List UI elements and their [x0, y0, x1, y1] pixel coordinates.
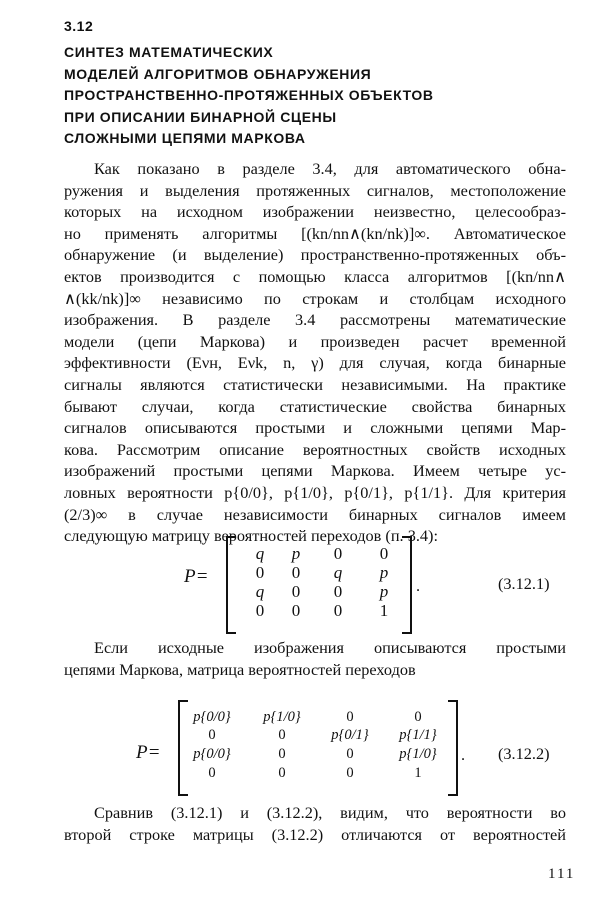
matrix-cell: 0	[255, 563, 265, 582]
matrix-cell: 0	[333, 601, 343, 620]
equation-number: (3.12.1)	[498, 574, 550, 593]
matrix-cell: p{0/1}	[331, 727, 369, 743]
text-line: ∧(kk/nk)]∞ независимо по строкам и столбцам исходного	[64, 288, 566, 308]
text-line: изображения. В разделе 3.4 рассмотрены математические	[64, 310, 566, 330]
text-line: (2/3)∞ в случае независимости бинарных сигналов имеем	[64, 504, 566, 524]
page-number: 111	[548, 866, 576, 882]
paragraph-comparison	[64, 802, 566, 845]
matrix-cell: p{0/0}	[193, 746, 231, 762]
text-line: цепями Маркова, матрица вероятностей переходов	[64, 659, 416, 679]
matrix-cell: 0	[278, 746, 286, 762]
matrix-cell: 0	[346, 746, 354, 762]
text-line: модели (цепи Маркова) и произведен расчет временной	[64, 331, 566, 351]
matrix-cell: 0	[208, 765, 216, 781]
matrix-right-bracket	[448, 700, 458, 796]
section-title-line: СЛОЖНЫМИ ЦЕПЯМИ МАРКОВА	[64, 130, 306, 146]
matrix-cell: p	[379, 563, 389, 582]
text-line: ловных вероятности p{0/0}, p{1/0}, p{0/1}, p{1/1}. Для критерия	[64, 482, 566, 502]
text-line: бывают случаи, когда статистические свойства бинарных	[64, 396, 566, 416]
matrix-cell: 0	[379, 544, 389, 563]
matrix-cell: p{1/0}	[399, 746, 437, 762]
section-title-line: ПРОСТРАНСТВЕННО-ПРОТЯЖЕННЫХ ОБЪЕКТОВ	[64, 87, 434, 103]
matrix-cell: 0	[414, 709, 422, 725]
matrix-left-bracket	[226, 536, 236, 634]
paragraph-intro	[64, 158, 566, 547]
equation-lhs: P=	[184, 566, 209, 587]
text-line: ектов производится с помощью класса алгоритмов [(kn/nn∧	[64, 266, 566, 286]
text-line: но применять алгоритмы [(kn/nn∧(kn/nk)]∞. Автоматическое	[64, 223, 566, 243]
section-title-line: СИНТЕЗ МАТЕМАТИЧЕСКИХ	[64, 44, 274, 60]
matrix-cell: p	[291, 544, 301, 563]
matrix-cell: p{0/0}	[193, 709, 231, 725]
text-line: сигналов описываются простыми и сложными цепями Мар-	[64, 418, 566, 438]
equation-lhs: P=	[136, 742, 161, 763]
matrix-right-bracket	[402, 536, 412, 634]
matrix-cell: 0	[333, 544, 343, 563]
text-line: Как показано в разделе 3.4, для автоматического обна-	[94, 159, 566, 178]
matrix-cell: 0	[333, 582, 343, 601]
matrix-cell: q	[333, 563, 343, 582]
section-title-line: ПРИ ОПИСАНИИ БИНАРНОЙ СЦЕНЫ	[64, 108, 337, 125]
text-line: сигналы являются статистически независимыми. На практике	[64, 374, 566, 394]
matrix-cell: q	[255, 544, 265, 563]
matrix-cell: 0	[278, 765, 286, 781]
section-title-line: МОДЕЛЕЙ АЛГОРИТМОВ ОБНАРУЖЕНИЯ	[64, 65, 372, 82]
matrix-cell: 1	[379, 601, 389, 620]
text-line: следующую матрицу вероятностей переходов (п. 3.4):	[64, 526, 438, 546]
matrix-cell: 0	[346, 765, 354, 781]
equation-trail: .	[461, 745, 466, 764]
text-line: кова. Рассмотрим описание вероятностных свойств исходных	[64, 439, 566, 459]
equation-number: (3.12.2)	[498, 744, 550, 763]
section-number: 3.12	[64, 18, 94, 34]
matrix-cell: 0	[255, 601, 265, 620]
section-title	[64, 42, 434, 150]
matrix-cell: p{1/0}	[263, 709, 301, 725]
text-line: Если исходные изображения описываются простыми	[94, 638, 566, 657]
text-line: изображений простыми цепями Маркова. Имеем четыре ус-	[64, 461, 566, 481]
text-line: второй строке матрицы (3.12.2) отличаются от вероятностей	[64, 824, 566, 844]
text-line: Сравнив (3.12.1) и (3.12.2), видим, что вероятности во	[94, 803, 566, 822]
text-line: обнаружение (и выделение) пространственно-протяженных объ-	[64, 245, 566, 265]
text-line: которых на исходном изображении неизвестно, целесообраз-	[64, 202, 566, 222]
matrix-cell: 0	[291, 601, 301, 620]
matrix-cell: 0	[291, 582, 301, 601]
text-line: ружения и выделения протяженных сигналов, местоположение	[64, 180, 566, 200]
matrix-cell: q	[255, 582, 265, 601]
matrix-cell: 0	[278, 727, 286, 743]
matrix-cell: p	[379, 582, 389, 601]
matrix-cell: p{1/1}	[399, 727, 437, 743]
equation-trail: .	[416, 576, 421, 595]
matrix-cell: 0	[208, 727, 216, 743]
paragraph-transition	[64, 637, 566, 680]
text-line: эффективности (Eνн, Eνk, n, γ) для случая, когда бинарные	[64, 353, 566, 373]
matrix-cell: 0	[291, 563, 301, 582]
matrix-cell: 0	[346, 709, 354, 725]
matrix-cell: 1	[414, 765, 422, 781]
